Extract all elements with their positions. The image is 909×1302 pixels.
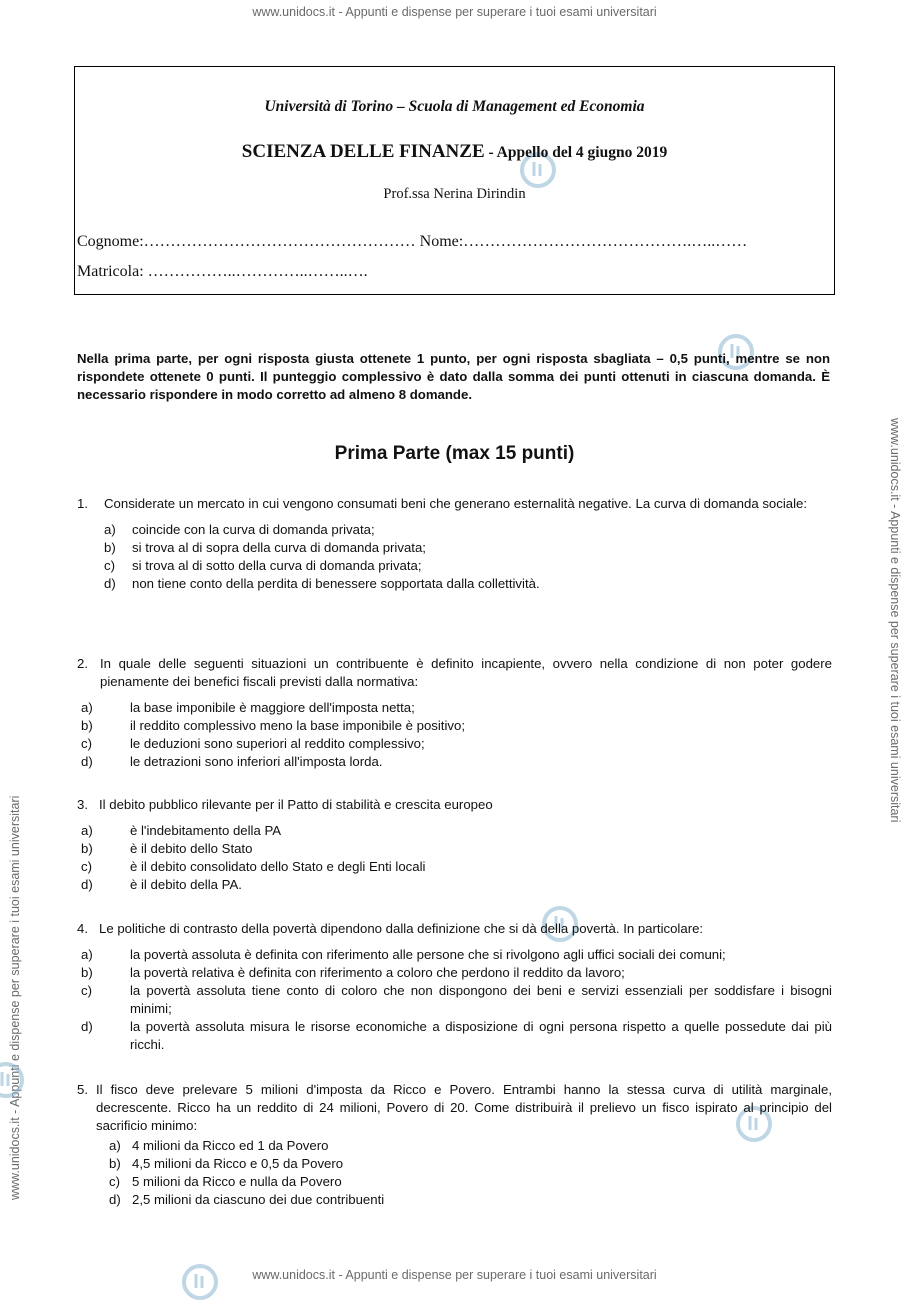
- answer-option: [104, 557, 832, 575]
- unidocs-logo-icon: [0, 1060, 26, 1100]
- option-letter: b): [81, 718, 93, 733]
- scoring-instructions: Nella prima parte, per ogni risposta giusta ottenete 1 punto, per ogni risposta sbagliata – 0,5 punti, mentre se non rispondete ottenete 0 punti. Il punteggio complessivo è dato dalla somma dei punti ottenuti in ciascuna domanda. È necessario rispondere in modo corretto ad almeno 8 domande.: [77, 351, 830, 402]
- exam-header-box: [74, 66, 835, 295]
- option-letter: c): [81, 859, 92, 874]
- option-text: la base imponibile è maggiore dell'imposta netta;: [130, 700, 415, 715]
- question-text: Il fisco deve prelevare 5 milioni d'imposta da Ricco e Povero. Entrambi hanno la stessa curva di utilità marginale, decrescente. Ricco ha un reddito di 24 milioni, Povero di 20. Come distribuirà il prelievo un fisco ispirato al principio del sacrificio minimo:: [96, 1082, 832, 1133]
- question-text: Le politiche di contrasto della povertà dipendono dalla definizione che si dà della povertà. In particolare:: [99, 921, 704, 936]
- option-text: è il debito della PA.: [130, 877, 242, 892]
- answer-options: [77, 1137, 832, 1209]
- option-text: coincide con la curva di domanda privata;: [132, 522, 375, 537]
- answer-option: [77, 735, 832, 753]
- answer-option: [109, 1155, 832, 1173]
- watermark-bottom: www.unidocs.it - Appunti e dispense per superare i tuoi esami universitari: [252, 1268, 657, 1282]
- answer-option: [109, 1173, 832, 1191]
- unidocs-logo-icon: [180, 1262, 220, 1302]
- answer-options: [77, 699, 832, 771]
- option-letter: d): [81, 877, 93, 892]
- option-text: la povertà relativa è definita con riferimento a coloro che perdono il reddito da lavoro;: [130, 965, 625, 980]
- option-letter: c): [109, 1174, 120, 1189]
- option-letter: d): [109, 1192, 121, 1207]
- answer-option: [104, 521, 832, 539]
- exam-date: - Appello del 4 giugno 2019: [484, 144, 668, 161]
- question-number: 3.: [77, 797, 88, 812]
- student-id-line: Matricola: ……………..…………..……..….: [77, 263, 368, 280]
- question-4: [77, 920, 832, 1054]
- option-text: le deduzioni sono superiori al reddito complessivo;: [130, 736, 425, 751]
- question-number: 5.: [77, 1082, 88, 1097]
- answer-option: [109, 1137, 832, 1155]
- option-text: la povertà assoluta tiene conto di coloro che non dispongono dei beni e servizi essenziali per soddisfare i bisogni minimi;: [130, 983, 832, 1016]
- option-text: non tiene conto della perdita di benessere sopportata dalla collettività.: [132, 576, 540, 591]
- option-letter: a): [81, 947, 93, 962]
- option-letter: d): [81, 754, 93, 769]
- option-letter: a): [81, 823, 93, 838]
- answer-option: [77, 946, 832, 964]
- section-title: Prima Parte (max 15 punti): [334, 443, 575, 464]
- watermark-left: www.unidocs.it - Appunti e dispense per superare i tuoi esami universitari: [8, 795, 22, 1200]
- answer-option: [77, 1018, 832, 1054]
- option-letter: c): [81, 736, 92, 751]
- option-text: le detrazioni sono inferiori all'imposta lorda.: [130, 754, 383, 769]
- professor-name: Prof.ssa Nerina Dirindin: [383, 186, 526, 202]
- course-title: [75, 141, 834, 163]
- question-stem: [77, 655, 832, 691]
- option-letter: a): [81, 700, 93, 715]
- option-letter: d): [104, 576, 116, 591]
- answer-option: [77, 840, 832, 858]
- course-name: SCIENZA DELLE FINANZE: [241, 141, 485, 162]
- answer-option: [104, 539, 832, 557]
- answer-option: [77, 753, 832, 771]
- option-letter: b): [81, 841, 93, 856]
- university-title: Università di Torino – Scuola di Management ed Economia: [264, 98, 645, 115]
- question-text: In quale delle seguenti situazioni un contribuente è definito incapiente, ovvero nella condizione di non poter godere pienamente dei benefici fiscali previsti dalla normativa:: [100, 656, 832, 689]
- option-text: si trova al di sotto della curva di domanda privata;: [132, 558, 422, 573]
- answer-options: [77, 822, 832, 894]
- question-number: 4.: [77, 921, 88, 936]
- option-letter: c): [81, 983, 92, 998]
- watermark-right: www.unidocs.it - Appunti e dispense per superare i tuoi esami universitari: [888, 418, 902, 823]
- answer-options: [77, 946, 832, 1054]
- answer-option: [104, 575, 832, 593]
- option-text: 4 milioni da Ricco ed 1 da Povero: [132, 1138, 329, 1153]
- option-letter: a): [109, 1138, 121, 1153]
- option-text: il reddito complessivo meno la base imponibile è positivo;: [130, 718, 465, 733]
- answer-option: [77, 964, 832, 982]
- option-letter: b): [81, 965, 93, 980]
- option-letter: d): [81, 1019, 93, 1034]
- question-stem: [77, 920, 832, 938]
- question-2: [77, 655, 832, 771]
- option-text: è il debito consolidato dello Stato e degli Enti locali: [130, 859, 426, 874]
- answer-option: [77, 822, 832, 840]
- question-number: 1.: [77, 496, 88, 511]
- option-text: si trova al di sopra della curva di domanda privata;: [132, 540, 426, 555]
- question-1: [77, 495, 832, 593]
- option-letter: b): [104, 540, 116, 555]
- answer-options: [77, 521, 832, 593]
- option-text: 2,5 milioni da ciascuno dei due contribuenti: [132, 1192, 385, 1207]
- answer-option: [77, 699, 832, 717]
- question-number: 2.: [77, 656, 88, 671]
- option-letter: c): [104, 558, 115, 573]
- option-text: 4,5 milioni da Ricco e 0,5 da Povero: [132, 1156, 344, 1171]
- name-fields-line: Cognome:…………………………………………… Nome:…………………………………….…..……: [77, 233, 748, 250]
- answer-option: [77, 982, 832, 1018]
- question-text: Il debito pubblico rilevante per il Patto di stabilità e crescita europeo: [99, 797, 493, 812]
- question-text: Considerate un mercato in cui vengono consumati beni che generano esternalità negative. La curva di domanda sociale:: [104, 496, 808, 511]
- answer-option: [77, 717, 832, 735]
- option-text: la povertà assoluta è definita con riferimento alle persone che si rivolgono agli uffici sociali dei comuni;: [130, 947, 726, 962]
- option-text: la povertà assoluta misura le risorse economiche a disposizione di ogni persona rispetto a quelle possedute dai più ricchi.: [130, 1019, 832, 1052]
- answer-option: [77, 858, 832, 876]
- question-5: [77, 1081, 832, 1209]
- option-letter: a): [104, 522, 116, 537]
- option-text: è il debito dello Stato: [130, 841, 253, 856]
- question-stem: [77, 1081, 832, 1135]
- option-text: 5 milioni da Ricco e nulla da Povero: [132, 1174, 342, 1189]
- question-stem: [77, 495, 832, 513]
- answer-option: [109, 1191, 832, 1209]
- option-text: è l'indebitamento della PA: [130, 823, 282, 838]
- option-letter: b): [109, 1156, 121, 1171]
- question-3: [77, 796, 832, 894]
- watermark-top: www.unidocs.it - Appunti e dispense per superare i tuoi esami universitari: [252, 5, 657, 19]
- answer-option: [77, 876, 832, 894]
- question-stem: [77, 796, 832, 814]
